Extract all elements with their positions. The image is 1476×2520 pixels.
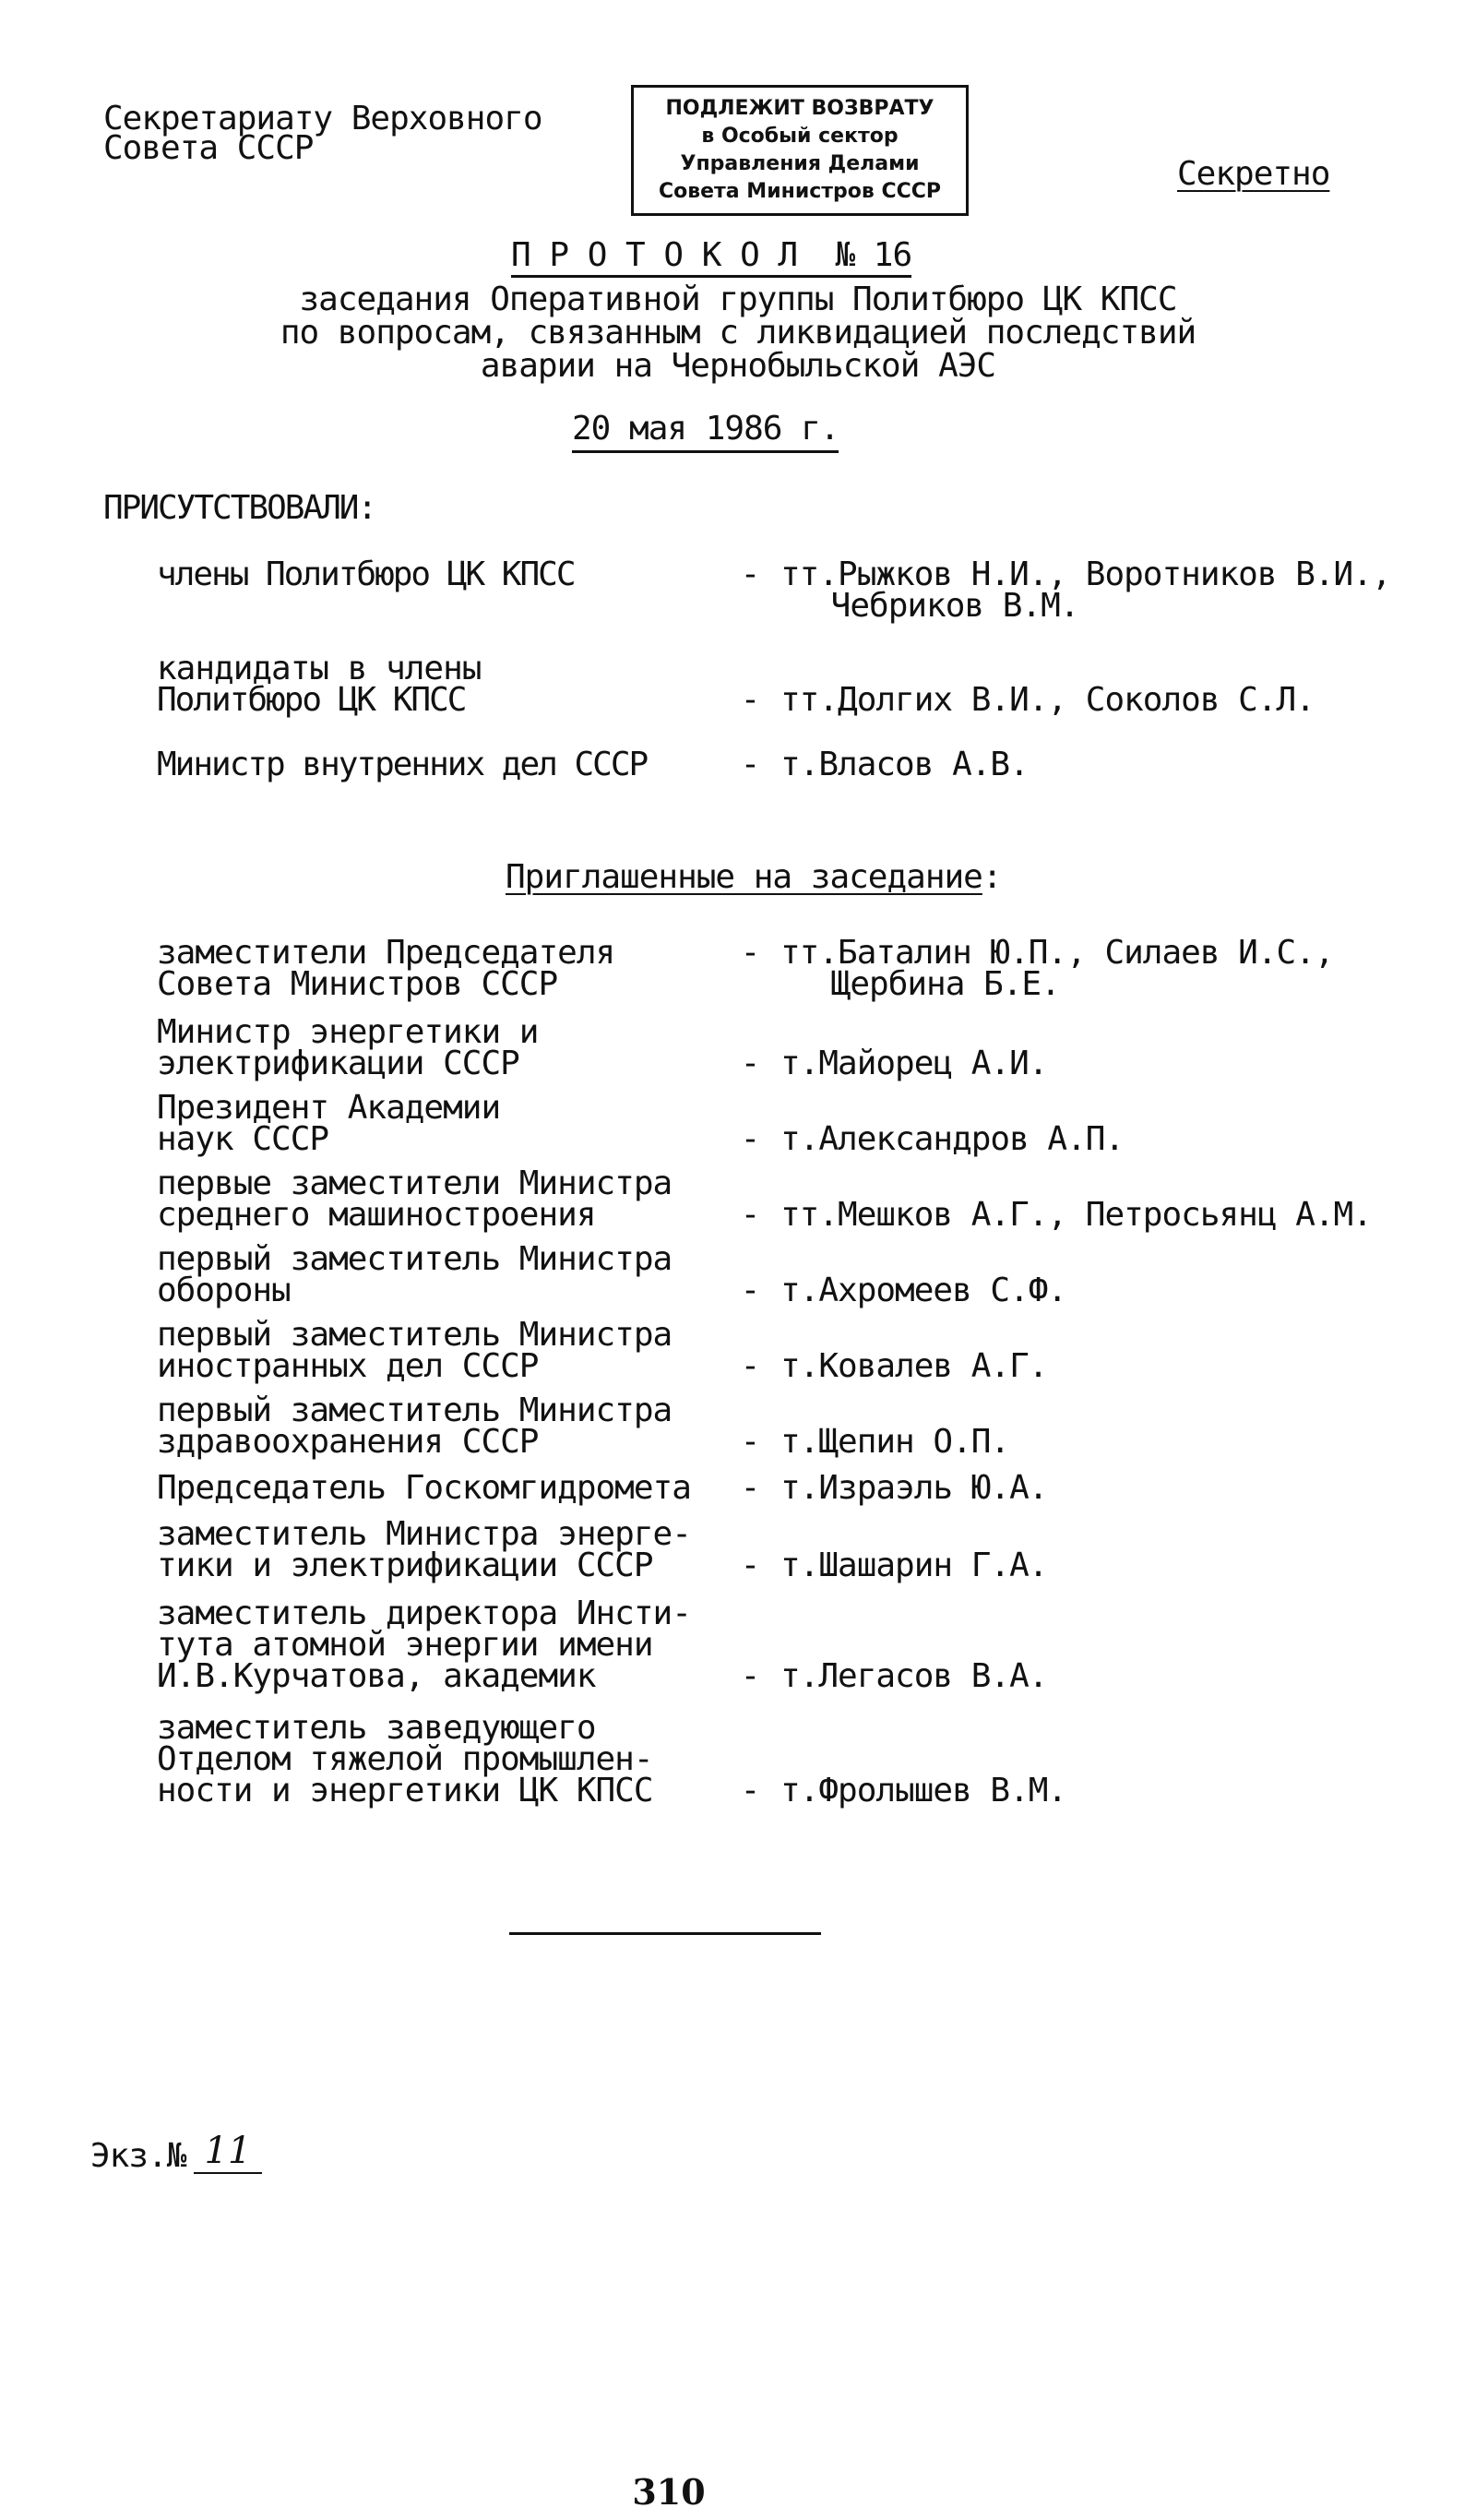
invited-role: первый заместитель Министра [157, 1240, 673, 1278]
invited-role: обороны [157, 1272, 291, 1309]
present-dash: - [740, 746, 760, 783]
invited-role: первый заместитель Министра [157, 1391, 673, 1429]
invited-role: наук СССР [157, 1120, 329, 1158]
present-dash: - [740, 555, 760, 593]
invited-names: т.Ахромеев С.Ф. [780, 1272, 1067, 1309]
invited-dash: - [740, 1657, 760, 1695]
invited-role: здравоохранения СССР [157, 1423, 539, 1461]
invited-dash: - [740, 1547, 760, 1584]
title-line-3: аварии на Чернобыльской АЭС [480, 347, 996, 385]
invited-role: заместитель заведующего [157, 1709, 596, 1747]
copy-number-label: Экз.№ [90, 2137, 186, 2175]
invited-names: т.Легасов В.А. [780, 1657, 1048, 1695]
addressee-line-2: Совета СССР [103, 129, 314, 167]
present-names: тт.Долгих В.И., Соколов С.Л. [780, 681, 1315, 719]
present-role: члены Политбюро ЦК КПСС [157, 555, 575, 593]
invited-heading-colon: : [982, 858, 1002, 896]
present-names: т.Власов А.В. [780, 746, 1029, 783]
invited-role: ности и энергетики ЦК КПСС [157, 1772, 653, 1809]
page-number: 310 [632, 2471, 706, 2513]
invited-role: иностранных дел СССР [157, 1347, 539, 1385]
present-dash: - [740, 681, 760, 719]
invited-role: Отделом тяжелой промышлен- [157, 1740, 653, 1778]
invited-role: заместитель директора Инсти- [157, 1594, 691, 1632]
invited-names: тт.Баталин Ю.П., Силаев И.С., [780, 934, 1334, 972]
addressee-line-1: Секретариату Верховного [103, 100, 542, 137]
invited-role: Председатель Госкомгидромета [157, 1469, 691, 1507]
present-heading: ПРИСУТСТВОВАЛИ: [103, 489, 376, 527]
invited-role: Министр энергетики и [157, 1013, 539, 1051]
present-role: кандидаты в члены [157, 650, 482, 687]
return-stamp [631, 85, 969, 216]
invited-dash: - [740, 1045, 760, 1082]
invited-heading: Приглашенные на заседание [506, 858, 982, 896]
title-line-2: по вопросам, связанным с ликвидацией последствий [280, 314, 1196, 352]
closing-rule [509, 1932, 821, 1935]
invited-role: тута атомной энергии имени [157, 1626, 653, 1664]
invited-role: электрификации СССР [157, 1045, 519, 1082]
invited-role: И.В.Курчатова, академик [157, 1657, 596, 1695]
copy-number-handwritten: 11 [194, 2130, 262, 2174]
invited-dash: - [740, 1272, 760, 1309]
invited-names: тт.Мешков А.Г., Петросьянц А.М. [780, 1196, 1372, 1234]
protocol-heading: П Р О Т О К О Л № 16 [511, 238, 911, 278]
invited-heading-wrap [506, 860, 1002, 895]
invited-names: т.Ковалев А.Г. [780, 1347, 1048, 1385]
invited-dash: - [740, 1120, 760, 1158]
invited-role: заместитель Министра энерге- [157, 1515, 691, 1553]
present-role: Министр внутренних дел СССР [157, 746, 648, 783]
invited-dash: - [740, 1772, 760, 1809]
stamp-line-4: Совета Министров СССР [658, 180, 942, 203]
stamp-line-1: ПОДЛЕЖИТ ВОЗВРАТУ [665, 97, 934, 120]
invited-dash: - [740, 1347, 760, 1385]
present-names: тт.Рыжков Н.И., Воротников В.И., [780, 555, 1391, 593]
invited-role: Совета Министров СССР [157, 965, 558, 1003]
invited-names: т.Майорец А.И. [780, 1045, 1048, 1082]
invited-role: тики и электрификации СССР [157, 1547, 653, 1584]
invited-role: среднего машиностроения [157, 1196, 596, 1234]
invited-dash: - [740, 1423, 760, 1461]
invited-role: первые заместители Министра [157, 1164, 673, 1202]
invited-role: заместители Председателя [157, 934, 615, 972]
invited-names: т.Александров А.П. [780, 1120, 1125, 1158]
invited-names: т.Израэль Ю.А. [780, 1469, 1048, 1507]
present-role-cont: Политбюро ЦК КПСС [157, 681, 466, 719]
invited-names: т.Фролышев В.М. [780, 1772, 1067, 1809]
invited-role: Президент Академии [157, 1089, 501, 1127]
invited-dash: - [740, 1469, 760, 1507]
invited-dash: - [740, 1196, 760, 1234]
present-names-cont: Чебриков В.М. [812, 587, 1079, 625]
invited-names: Щербина Б.Е. [812, 965, 1060, 1003]
stamp-line-2: в Особый сектор [701, 125, 899, 148]
meeting-date: 20 мая 1986 г. [572, 412, 839, 453]
invited-names: т.Шашарин Г.А. [780, 1547, 1048, 1584]
title-line-1: заседания Оперативной группы Политбюро ЦК КПСС [299, 281, 1177, 318]
invited-dash: - [740, 934, 760, 972]
stamp-line-3: Управления Делами [680, 152, 920, 175]
classification-label: Секретно [1177, 155, 1330, 193]
invited-names: т.Щепин О.П. [780, 1423, 1010, 1461]
invited-role: первый заместитель Министра [157, 1316, 673, 1354]
